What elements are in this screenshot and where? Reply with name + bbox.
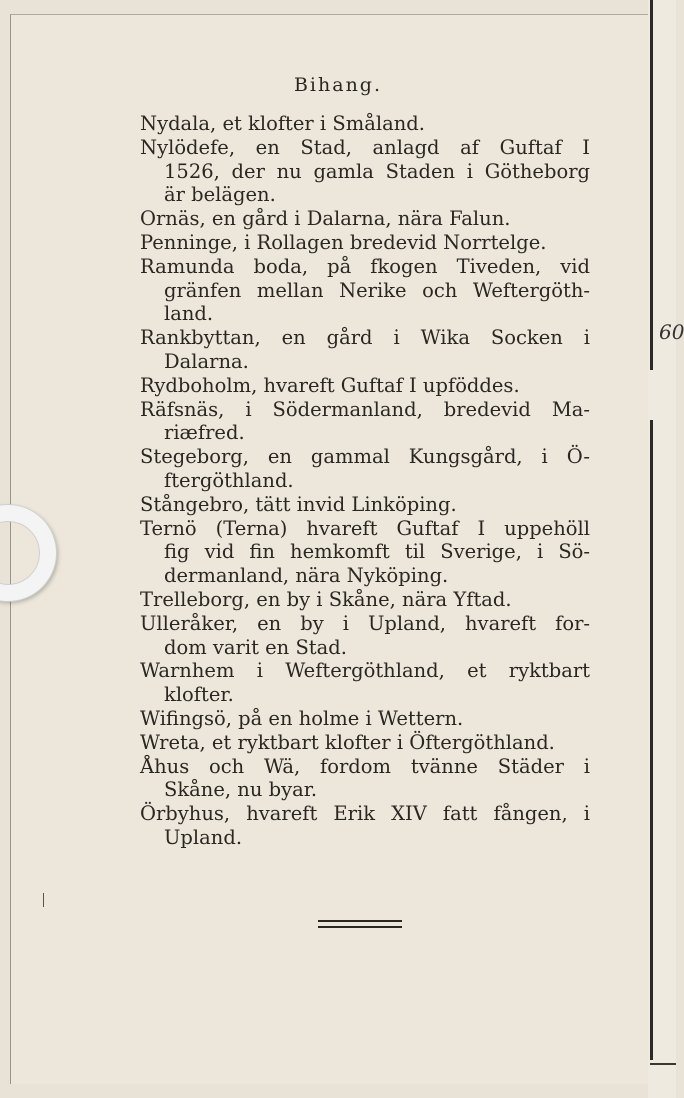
entry-line: Wreta, et ryktbart klofter i Öftergöthland. <box>140 730 555 754</box>
entry-line: klofter. <box>164 683 234 707</box>
entry-line: Ternö (Terna) hvareft Guftaf I uppehöll <box>140 516 590 540</box>
margin-mark <box>43 893 44 907</box>
end-ornament-rule <box>318 920 402 928</box>
margin-page-number: 60 <box>659 320 684 344</box>
entry-line: dermanland, nära Nyköping. <box>164 564 449 588</box>
entry-line: ftergöthland. <box>164 468 294 492</box>
page-edge-corner <box>650 1063 676 1065</box>
entry-line: gränfen mellan Nerike och Weftergöth- <box>164 278 590 302</box>
index-entry <box>140 731 590 755</box>
index-entry <box>140 445 590 493</box>
entry-line: land. <box>164 302 214 326</box>
entry-line: Åhus och Wä, fordom tvänne Städer i <box>140 754 590 778</box>
index-entry <box>140 517 590 588</box>
index-entry <box>140 207 590 231</box>
entry-line: fig vid fin hemkomft til Sverige, i Sö- <box>164 540 590 564</box>
index-entry <box>140 493 590 517</box>
page-edge-rule-lower <box>650 420 653 1060</box>
entry-line: Penninge, i Rollagen bredevid Norrtelge. <box>140 230 547 254</box>
entry-line: Warnhem i Weftergöthland, et ryktbart <box>140 659 590 683</box>
entry-line: Rankbyttan, en gård i Wika Socken i <box>140 326 590 350</box>
index-entry <box>140 374 590 398</box>
index-entry <box>140 136 590 207</box>
index-entry <box>140 707 590 731</box>
entry-line: Nylödefe, en Stad, anlagd af Guftaf I <box>140 135 590 159</box>
entry-line: Skåne, nu byar. <box>164 778 318 802</box>
entry-line: Räfsnäs, i Södermanland, bredevid Ma- <box>140 397 590 421</box>
index-entry <box>140 659 590 707</box>
index-entry <box>140 231 590 255</box>
entry-line: dom varit en Stad. <box>164 635 347 659</box>
page-heading: Bihang. <box>293 74 383 96</box>
entry-line: Ramunda boda, på fkogen Tiveden, vid <box>140 254 590 278</box>
index-entry <box>140 398 590 446</box>
entry-line: riæfred. <box>164 421 245 445</box>
index-entry <box>140 255 590 326</box>
entry-line: 1526, der nu gamla Staden i Götheborg <box>164 159 590 183</box>
entry-line: Ulleråker, en by i Upland, hvareft for- <box>140 611 590 635</box>
entry-line: Stegeborg, en gammal Kungsgård, i Ö- <box>140 445 590 469</box>
index-entries <box>140 112 590 850</box>
entry-line: Stångebro, tätt invid Linköping. <box>140 492 457 516</box>
index-entry <box>140 802 590 850</box>
entry-line: Upland. <box>164 825 243 849</box>
entry-line: Wifingsö, på en holme i Wettern. <box>140 706 464 730</box>
index-entry <box>140 112 590 136</box>
index-entry <box>140 612 590 660</box>
entry-line: är belägen. <box>164 183 276 207</box>
entry-line: Dalarna. <box>164 349 249 373</box>
entry-line: Rydboholm, hvareft Guftaf I upföddes. <box>140 373 520 397</box>
entry-line: Örbyhus, hvareft Erik XIV fatt fången, i <box>140 802 590 826</box>
index-entry <box>140 588 590 612</box>
entry-line: Ornäs, en gård i Dalarna, nära Falun. <box>140 207 511 231</box>
entry-line: Nydala, et klofter i Småland. <box>140 112 425 135</box>
entry-line: Trelleborg, en by i Skåne, nära Yftad. <box>140 587 512 611</box>
index-entry <box>140 326 590 374</box>
index-entry <box>140 755 590 803</box>
page-edge-rule <box>650 0 653 370</box>
